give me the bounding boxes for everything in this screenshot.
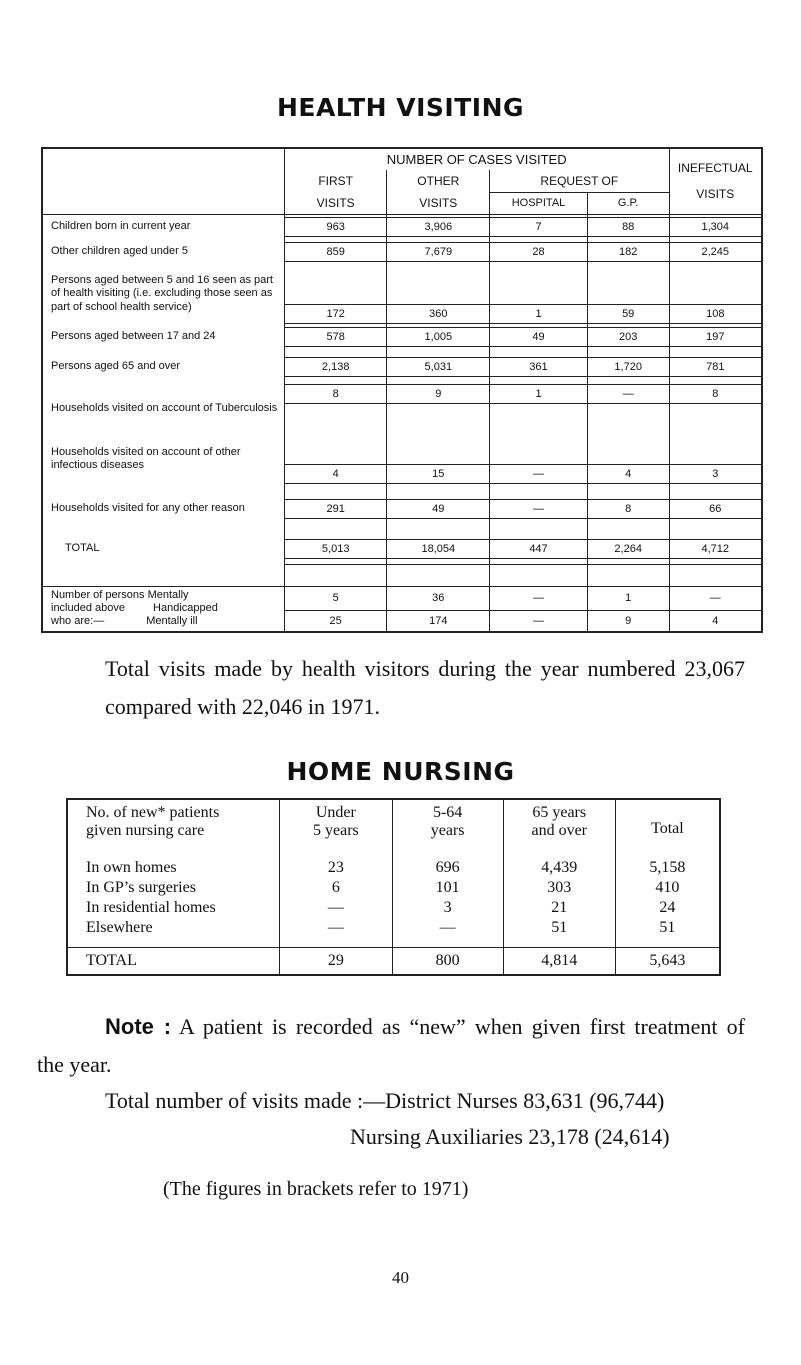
cell-total: 5,643 — [615, 947, 720, 975]
cell-value: 1,005 — [387, 327, 489, 347]
cell-value: 59 — [588, 304, 669, 324]
request-of-header: REQUEST OF — [490, 170, 669, 192]
cell-gp — [587, 384, 669, 434]
row-label: TOTAL — [67, 947, 280, 975]
cell-value: 8 — [285, 384, 387, 404]
cell-value: — — [490, 464, 587, 484]
spacer-cell — [387, 564, 490, 586]
cell-gp: 9 — [587, 610, 669, 632]
note-text-cont: the year. — [37, 1052, 112, 1077]
row-label: Persons aged between 17 and 24 — [51, 329, 216, 342]
cell-value: 7,679 — [387, 242, 489, 262]
header-row-1 — [42, 148, 762, 170]
cell-value: 4 — [588, 464, 669, 484]
cell-value: 4 — [285, 464, 387, 484]
cell-value: 108 — [670, 304, 761, 324]
spacer-row — [42, 564, 762, 586]
cell-under5: — — [280, 899, 392, 919]
cell-age5_64: 696 — [392, 849, 503, 879]
cell-value: 5,031 — [387, 357, 489, 377]
mental-label — [42, 586, 284, 632]
mental-label-2b: Handicapped — [153, 602, 218, 615]
row-label: In own homes — [86, 859, 177, 876]
row-label: In residential homes — [86, 899, 216, 916]
cell-other: 36 — [387, 586, 490, 610]
cell-value: 9 — [387, 384, 489, 404]
cell-first — [284, 214, 387, 239]
other-visits-header: OTHER VISITS — [387, 170, 490, 214]
spacer-cell — [490, 564, 588, 586]
cell-under5: — — [280, 919, 392, 947]
cell-first — [284, 349, 387, 384]
cell-age65: 4,439 — [503, 849, 615, 879]
cell-gp — [587, 239, 669, 264]
cell-ineffectual — [669, 324, 762, 349]
cell-value: 182 — [588, 242, 669, 262]
row-label: Persons aged 65 and over — [51, 359, 181, 372]
home-nursing-header-row — [67, 799, 720, 849]
note-label: Note : — [105, 1014, 172, 1039]
cell-other: 174 — [387, 610, 490, 632]
cell-first — [284, 434, 387, 484]
cell-under5: 6 — [280, 879, 392, 899]
cell-ineffectual — [669, 384, 762, 434]
cell-other — [387, 239, 490, 264]
cell-value: 2,264 — [588, 539, 669, 559]
hospital-header: HOSPITAL — [490, 192, 588, 214]
cell-ineffectual: 4 — [669, 610, 762, 632]
table-row — [42, 349, 762, 384]
cell-value: — — [588, 384, 669, 404]
row-label: Other children aged under 5 — [51, 244, 188, 257]
cell-other — [387, 349, 490, 384]
summary-line-2: compared with 22,046 in 1971. — [105, 694, 380, 719]
cell-total: 24 — [615, 899, 720, 919]
cell-ineffectual — [669, 239, 762, 264]
cell-value: 203 — [588, 327, 669, 347]
age5-64-header: 5-64 years — [392, 799, 503, 849]
cell-age5_64: 800 — [392, 947, 503, 975]
cell-value: 578 — [285, 327, 387, 347]
table-row — [42, 434, 762, 484]
cell-first — [284, 534, 387, 564]
cell-other — [387, 534, 490, 564]
total-header: Total — [615, 799, 720, 849]
mental-label-2 — [51, 602, 280, 615]
cell-under5: 29 — [280, 947, 392, 975]
cell-value: 1 — [490, 384, 587, 404]
cell-total: 410 — [615, 879, 720, 899]
brackets-note: (The figures in brackets refer to 1971) — [163, 1178, 469, 1200]
visits-line-2: Nursing Auxiliaries 23,178 (24,614) — [350, 1124, 670, 1149]
table-row — [67, 919, 720, 947]
cell-value: 2,245 — [670, 242, 761, 262]
under5-header: Under 5 years — [280, 799, 392, 849]
cell-first — [284, 264, 387, 324]
cell-hospital — [490, 239, 588, 264]
health-visiting-title: HEALTH VISITING — [276, 93, 525, 122]
cell-hospital — [490, 214, 588, 239]
cell-hospital: — — [490, 586, 588, 610]
cell-age65: 4,814 — [503, 947, 615, 975]
cell-value: 1,720 — [588, 357, 669, 377]
home-nursing-title: HOME NURSING — [286, 757, 515, 786]
cell-first — [284, 324, 387, 349]
note-paragraph — [37, 1013, 745, 1079]
cell-other — [387, 384, 490, 434]
spacer-cell — [669, 564, 762, 586]
cell-ineffectual — [669, 534, 762, 564]
cell-value: 859 — [285, 242, 387, 262]
cell-hospital — [490, 534, 588, 564]
cell-value: 8 — [588, 499, 669, 519]
cell-total: 51 — [615, 919, 720, 947]
cell-value: 8 — [670, 384, 761, 404]
cell-value: 28 — [490, 242, 587, 262]
cell-value: 361 — [490, 357, 587, 377]
health-visiting-table — [41, 147, 763, 633]
table-row — [67, 849, 720, 879]
cell-other — [387, 214, 490, 239]
summary-line-1: Total visits made by health visitors during the year numbered 23,067 — [105, 656, 745, 681]
cell-value: 360 — [387, 304, 489, 324]
table-row — [67, 899, 720, 919]
total-row — [42, 534, 762, 564]
cell-value: 197 — [670, 327, 761, 347]
row-label: Households visited on account of other infectious diseases — [51, 445, 241, 471]
visits-line-1: Total number of visits made :—District Nurses 83,631 (96,744) — [105, 1088, 665, 1113]
cell-gp — [587, 434, 669, 484]
cell-age5_64: — — [392, 919, 503, 947]
cell-hospital — [490, 324, 588, 349]
cell-value: 15 — [387, 464, 489, 484]
cell-value: — — [490, 499, 587, 519]
cell-value: 963 — [285, 217, 387, 237]
cell-gp — [587, 214, 669, 239]
table-row — [42, 324, 762, 349]
mental-label-3a: who are:— — [51, 615, 105, 628]
cell-value: 4,712 — [670, 539, 761, 559]
cell-first: 5 — [284, 586, 387, 610]
cell-hospital — [490, 384, 588, 434]
cell-value: 3,906 — [387, 217, 489, 237]
cell-ineffectual — [669, 214, 762, 239]
mental-handicapped-row — [42, 586, 762, 610]
cell-first — [284, 384, 387, 434]
health-visiting-summary — [105, 655, 745, 721]
cell-age5_64: 101 — [392, 879, 503, 899]
cell-hospital — [490, 434, 588, 484]
row-label: Children born in current year — [51, 220, 191, 233]
row-label: Households visited for any other reason — [51, 502, 245, 515]
cell-value: 3 — [670, 464, 761, 484]
mental-label-2a: included above — [51, 602, 126, 615]
cell-first — [284, 239, 387, 264]
cell-ineffectual — [669, 264, 762, 324]
cell-gp — [587, 349, 669, 384]
row-label: In GP’s surgeries — [86, 879, 196, 896]
cell-value: 447 — [490, 539, 587, 559]
page-number: 40 — [392, 1268, 409, 1287]
note-text: A patient is recorded as “new” when given first treatment of — [179, 1014, 745, 1039]
spacer-cell — [284, 564, 387, 586]
cell-other — [387, 324, 490, 349]
cell-first: 25 — [284, 610, 387, 632]
cell-value: 172 — [285, 304, 387, 324]
spacer-cell — [587, 564, 669, 586]
ineffectual-header: INEFECTUAL VISITS — [669, 148, 762, 214]
table-row — [42, 239, 762, 264]
cell-gp: 1 — [587, 586, 669, 610]
cell-gp — [587, 484, 669, 534]
cell-first — [284, 484, 387, 534]
table-row — [42, 214, 762, 239]
cell-total: 5,158 — [615, 849, 720, 879]
total-row — [67, 947, 720, 975]
first-visits-header: FIRST VISITS — [284, 170, 387, 214]
cell-value: 781 — [670, 357, 761, 377]
cell-ineffectual: — — [669, 586, 762, 610]
cell-other — [387, 434, 490, 484]
cell-value: 49 — [387, 499, 489, 519]
cell-age65: 303 — [503, 879, 615, 899]
cell-gp — [587, 324, 669, 349]
cell-other — [387, 264, 490, 324]
cell-other — [387, 484, 490, 534]
cell-gp — [587, 534, 669, 564]
row-label: TOTAL — [65, 542, 100, 555]
mental-label-3 — [51, 615, 280, 628]
cell-ineffectual — [669, 349, 762, 384]
cell-ineffectual — [669, 434, 762, 484]
cell-value: 7 — [490, 217, 587, 237]
mental-label-1: Number of persons Mentally — [51, 589, 189, 602]
table-row — [42, 484, 762, 534]
patients-header: No. of new* patients given nursing care — [86, 804, 220, 839]
gp-header: G.P. — [587, 192, 669, 214]
cell-value: 5,013 — [285, 539, 387, 559]
cell-value: 2,138 — [285, 357, 387, 377]
cell-hospital — [490, 484, 588, 534]
row-label: Households visited on account of Tuberculosis — [51, 402, 278, 415]
home-nursing-table — [66, 798, 721, 976]
cell-value: 66 — [670, 499, 761, 519]
cell-age65: 51 — [503, 919, 615, 947]
cell-under5: 23 — [280, 849, 392, 879]
cell-value: 88 — [588, 217, 669, 237]
cell-hospital — [490, 264, 588, 324]
cell-ineffectual — [669, 484, 762, 534]
cell-value: 49 — [490, 327, 587, 347]
cell-hospital: — — [490, 610, 588, 632]
table-row — [67, 879, 720, 899]
cell-hospital — [490, 349, 588, 384]
age65-header: 65 years and over — [503, 799, 615, 849]
table-row — [42, 264, 762, 324]
cell-value: 18,054 — [387, 539, 489, 559]
row-label: Persons aged between 5 and 16 seen as part of health visiting (i.e. excluding those seen as part of school health service) — [51, 274, 273, 313]
table-row — [42, 384, 762, 434]
cell-age5_64: 3 — [392, 899, 503, 919]
spacer-cell — [42, 564, 284, 586]
row-label: Elsewhere — [86, 919, 153, 936]
cell-value: 291 — [285, 499, 387, 519]
cell-value: 1 — [490, 304, 587, 324]
cell-age65: 21 — [503, 899, 615, 919]
mental-label-3b: Mentally ill — [146, 615, 198, 628]
cell-value: 1,304 — [670, 217, 761, 237]
cell-gp — [587, 264, 669, 324]
cases-group-header: NUMBER OF CASES VISITED — [284, 148, 669, 170]
